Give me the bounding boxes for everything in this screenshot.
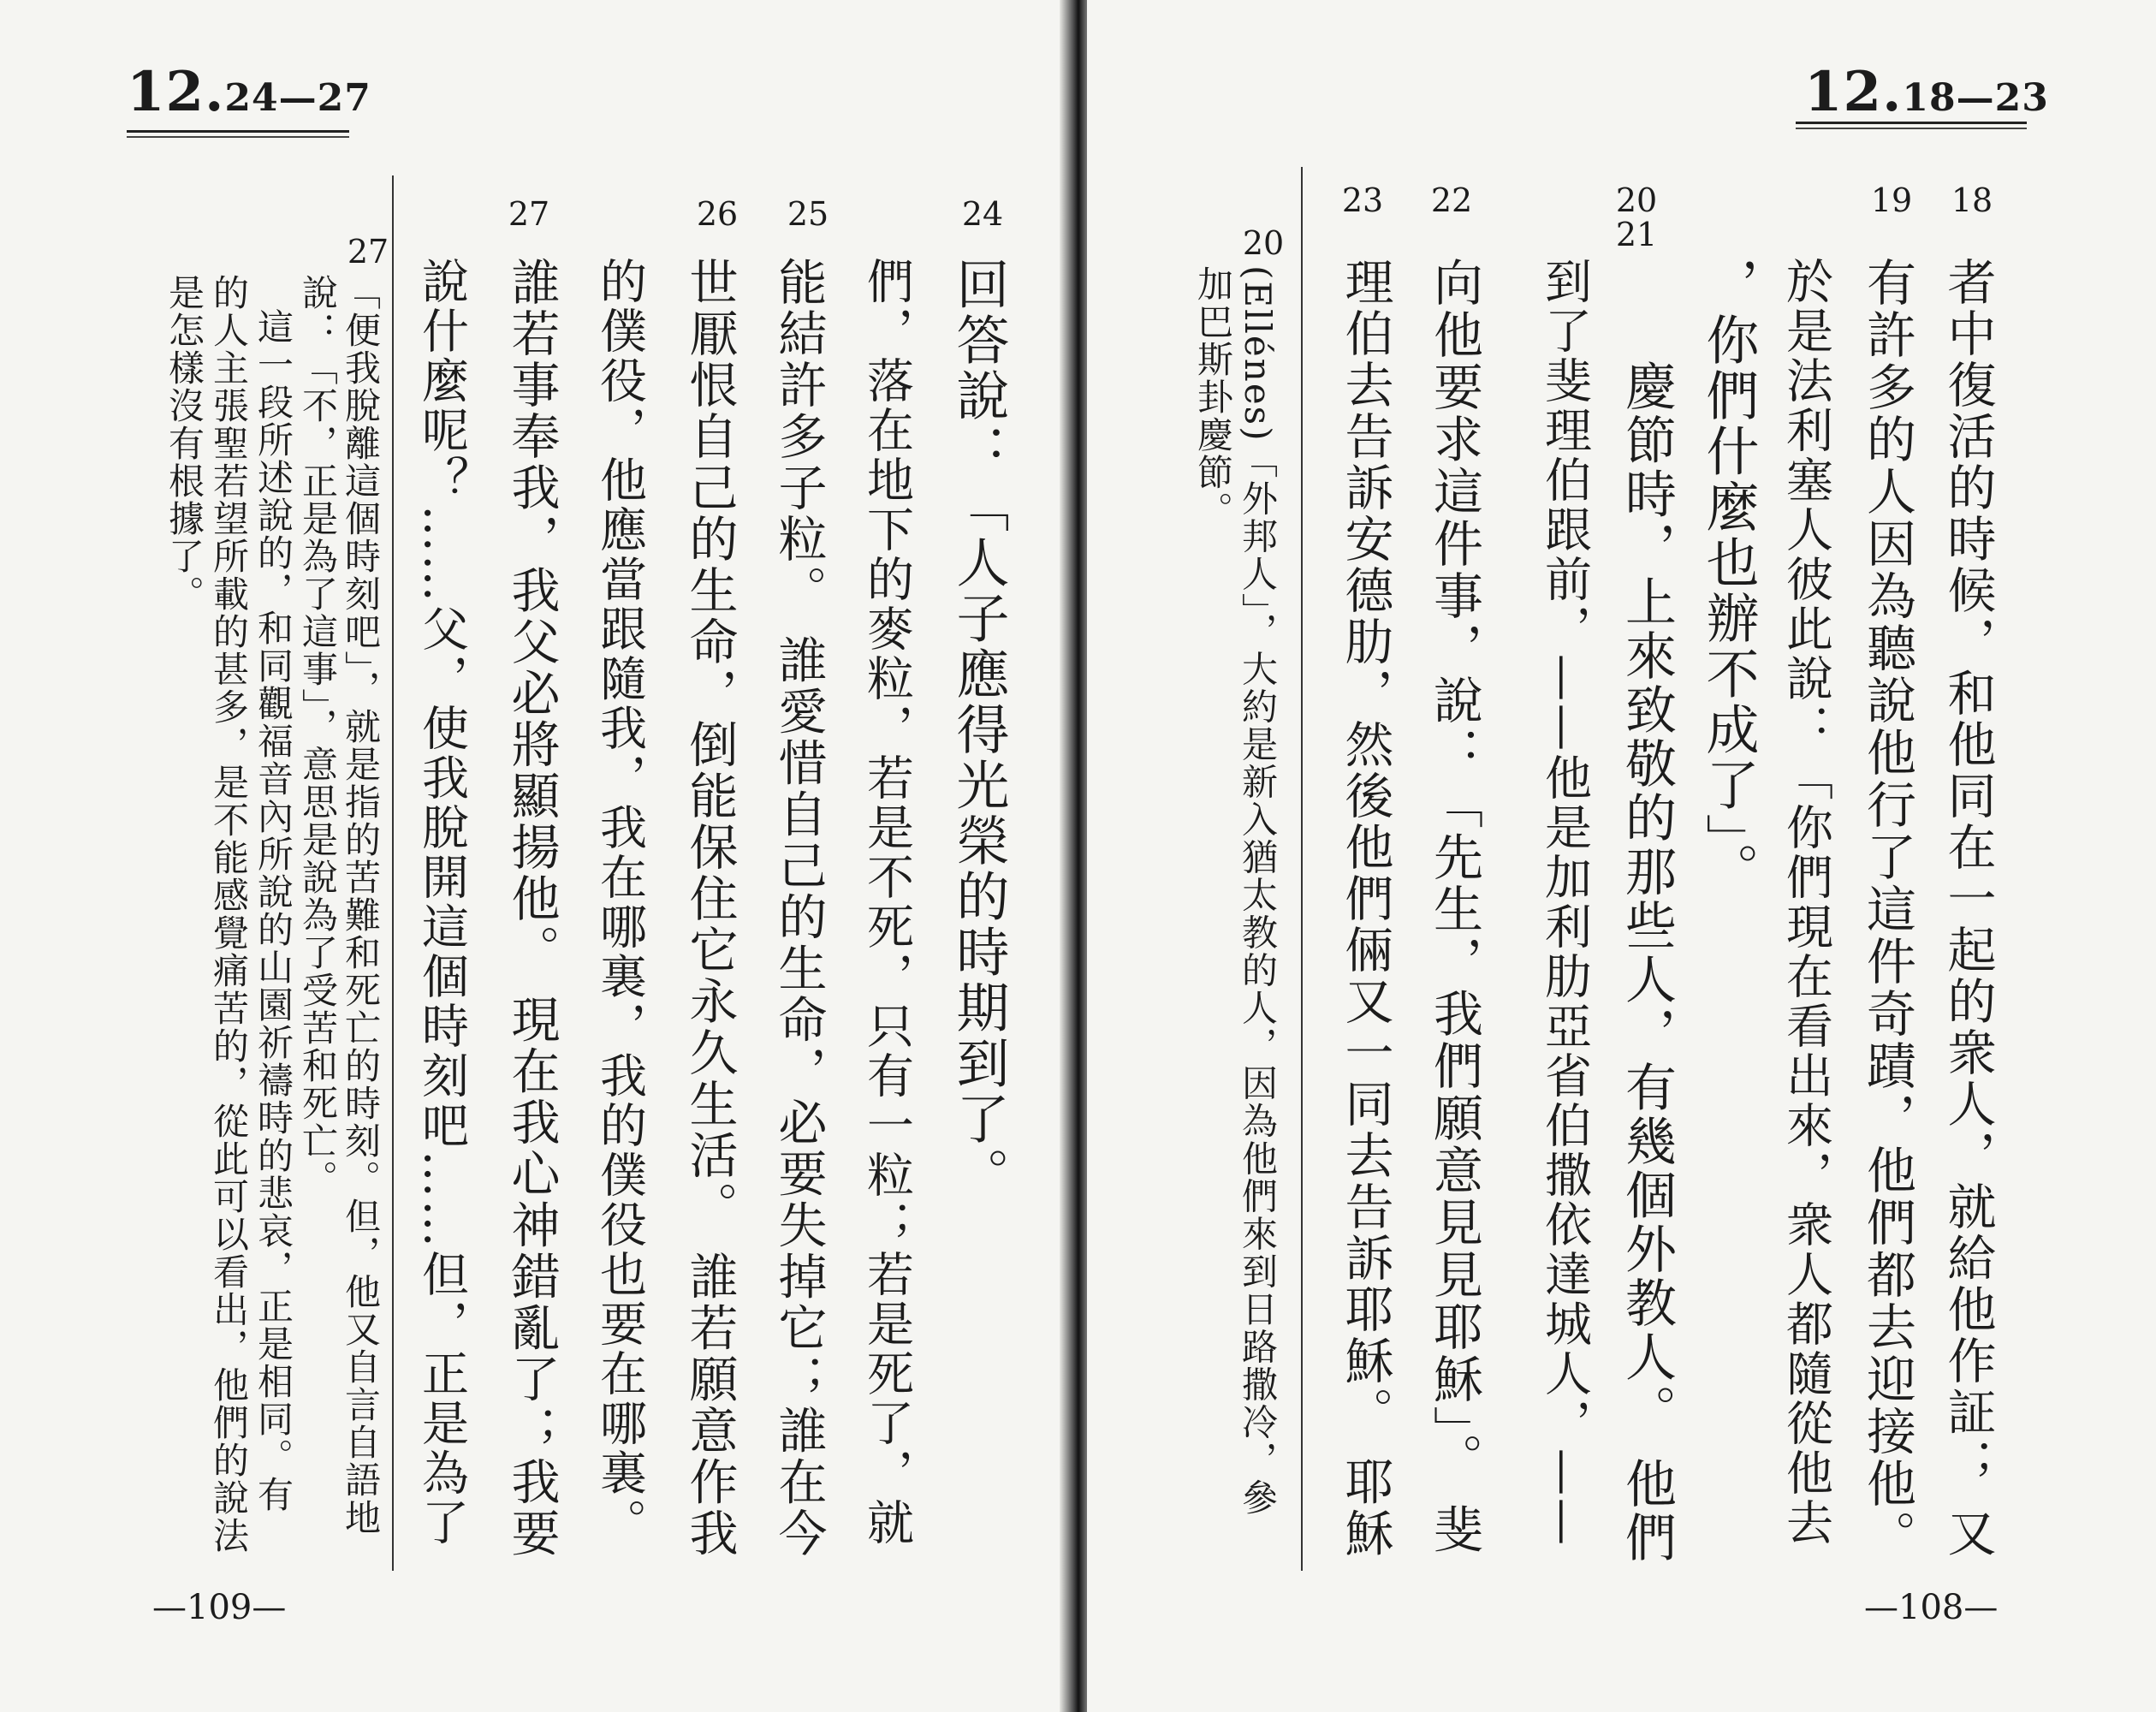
left-page <box>0 0 1070 1712</box>
main-text-column: 能結許多子粒。 誰愛惜自己的生命，必要失掉它；誰在今 <box>770 257 827 1560</box>
main-text-column: 說什麼呢？……父，使我脫開這個時刻吧……但，正是為了 <box>414 257 469 1548</box>
right-header-rule <box>1796 122 2027 129</box>
verse-number: 19 <box>1870 181 1913 219</box>
footnote-column: (Ellénes)「外邦人」，大約是新入猶太教的人，因為他們來到日路撒冷，參 <box>1237 265 1279 1517</box>
left-header-verses: 24—27 <box>224 76 371 120</box>
main-text-column: 慶節時，上來致敬的那些人，有幾個外教人。 他們 <box>1617 360 1677 1566</box>
footnote-column: 的人主張聖若望所載的甚多，是不能感覺痛苦的，從此可以看出，他們的說法 <box>208 274 250 1554</box>
verse-number: 24 <box>961 195 1004 233</box>
right-header-verses: 18—23 <box>1902 76 2049 120</box>
note-verse-number: 27 <box>347 233 389 270</box>
right-page <box>1087 0 2156 1712</box>
main-text-column: 誰若事奉我，我父必將顯揚他。 現在我心神錯亂了；我要 <box>503 257 560 1560</box>
main-text-column: 回答說：「人子應得光榮的時期到了。 <box>947 257 1010 1203</box>
right-column-divider <box>1301 167 1303 1571</box>
main-text-column: 的僕役，他應當跟隨我，我在哪裏，我的僕役也要在哪裏。 <box>592 257 647 1548</box>
verse-number: 20 <box>1615 181 1658 219</box>
verse-number: 21 <box>1615 216 1658 253</box>
left-header-rule <box>127 130 349 138</box>
left-page-header <box>127 60 371 124</box>
footnote-column: 這一段所述說的，和同觀福音內所說的山園祈禱時的悲哀，正是相同。有 <box>252 308 294 1513</box>
main-text-column: ，你們什麼也辦不成了」。 <box>1697 257 1760 898</box>
main-text-column: 有許多的人因為聽說他行了這件奇蹟，他們都去迎接他。 <box>1858 257 1916 1562</box>
verse-number: 25 <box>787 195 829 233</box>
verse-number: 22 <box>1430 181 1473 219</box>
main-text-column: 向他要求這件事，說：「先生，我們願意見見耶穌」。 斐 <box>1425 257 1483 1556</box>
footnote-column: 「便我脫離這個時刻吧」，就是指的苦難和死亡的時刻。但，他又自言自語地 <box>340 274 382 1537</box>
main-text-column: 到了斐理伯跟前，——他是加利肋亞省伯撒依達城人，—— <box>1537 257 1592 1548</box>
main-text-column: 理伯去告訴安德肋，然後他們倆又一同去告訴耶穌。 耶穌 <box>1337 257 1393 1560</box>
verse-number: 26 <box>696 195 739 233</box>
footnote-column: 加巴斯卦慶節。 <box>1192 265 1234 529</box>
verse-number: 18 <box>1951 181 1993 219</box>
left-column-divider <box>392 175 394 1571</box>
verse-number: 23 <box>1341 181 1384 219</box>
main-text-column: 們，落在地下的麥粒，若是不死，只有一粒；若是死了，就 <box>859 257 914 1548</box>
footnote-column: 說：「不，正是為了這事」，意思是說為了受苦和死亡。 <box>297 274 339 1198</box>
footnote-column: 是怎樣沒有根據了。 <box>163 274 205 613</box>
note-verse-number: 20 <box>1242 224 1285 262</box>
main-text-column: 者中復活的時候，和他同在一起的衆人，就給他作証； 又 <box>1939 257 1996 1560</box>
right-page-header <box>1804 60 2049 124</box>
left-page-number: —109— <box>152 1588 287 1627</box>
main-text-column: 於是法利塞人彼此說：「你們現在看出來，衆人都隨從他去 <box>1779 257 1833 1548</box>
right-page-number: —108— <box>1864 1588 1999 1627</box>
main-text-column: 世厭恨自己的生命，倒能保住它永久生活。 誰若願意作我 <box>681 257 738 1560</box>
left-header-chapter: 12. <box>127 60 225 124</box>
verse-number: 27 <box>508 195 550 233</box>
right-header-chapter: 12. <box>1804 60 1903 124</box>
